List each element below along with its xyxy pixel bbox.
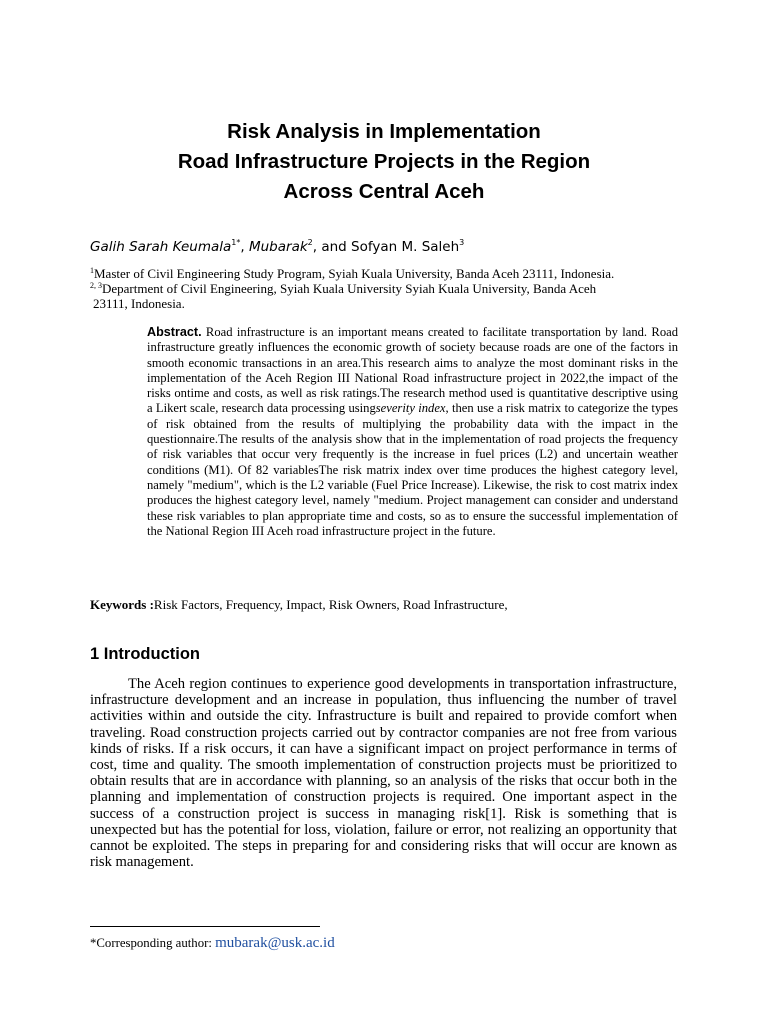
affiliation-line [90, 281, 690, 296]
affiliation-text: Master of Civil Engineering Study Program, Syiah Kuala University, Banda Aceh 23111, Indonesia. [94, 266, 615, 281]
author-separator: , [240, 239, 249, 255]
abstract-text: , then use a risk matrix to categorize the types of risk obtained from the results of multiplying the probability data with the impact in the questionnaire.The results of the analysis show that in the implementation of road projects the frequency of risk variables that occur very frequently is the increase in fuel prices (L2) and uncertain weather conditions (M1). Of 82 variablesThe risk matrix index over time produces the highest category level, namely "medium", which is the L2 variable (Fuel Price Increase). Likewise, the risk to cost matrix index produces the highest category level, namely "medium. Project management can consider and understand these risk variables to plan appropriate time and costs, so as to ensure the successful implementation of the National Region III Aceh road infrastructure project in the future. [147, 401, 678, 538]
affiliation-line [90, 266, 690, 281]
abstract-text: Road infrastructure is an important means created to facilitate transportation by land. Road infrastructure greatly influences the economic growth of society because roads are one of the factors in smooth economic transactions in an area.This research aims to analyze the most dominant risks in the implementation of the Aceh Region III National Road infrastructure project in 2022,the impact of the risks ontime and costs, as well as risk ratings.The research method used is quantitative descriptive using a Likert scale, research data processing using [147, 325, 678, 416]
footnote-label: *Corresponding author: [90, 936, 216, 950]
section-heading-introduction: 1 Introduction [90, 645, 200, 663]
affiliation-mark: 2, 3 [90, 281, 102, 290]
title-line: Risk Analysis in Implementation [227, 120, 541, 143]
affiliation-mark: 1 [90, 266, 94, 275]
affiliations [90, 266, 690, 311]
title-line: Across Central Aceh [283, 180, 485, 203]
footnote-divider [90, 926, 320, 927]
author-affiliation-mark: 2 [307, 238, 313, 247]
title-line: Road Infrastructure Projects in the Region [177, 150, 591, 173]
author-separator: , and [312, 239, 352, 255]
abstract-italic-term: severity index [375, 401, 446, 416]
keywords-text: Risk Factors, Frequency, Impact, Risk Owners, Road Infrastructure, [153, 597, 508, 612]
keywords [90, 597, 690, 613]
corresponding-email-link[interactable]: mubarak@usk.ac.id [215, 935, 335, 951]
paper-title [60, 117, 708, 207]
introduction-paragraph: The Aceh region continues to experience good developments in transportation infrastructure, infrastructure development and an increase in population, thus influencing the number of travel activities within and outside the city. Infrastructure is built and repaired to provide comfort when traveling. Road construction projects carried out by contractor companies are not free from various kinds of risks. If a risk occurs, it can have a significant impact on project performance in terms of cost, time and quality. The smooth implementation of construction projects must be prioritized to obtain results that are in accordance with planning, so an analysis of the risks that occur both in the planning and implementation of construction projects is required. One important aspect in the success of a construction project is success in managing risk[1]. Risk is something that is unexpected but has the potential for loss, violation, failure or error, not realizing an opportunity that cannot be exploited. The steps in preparing for and considering risks that will occur are known as risk management. [90, 676, 677, 871]
affiliation-continuation: 23111, Indonesia. [93, 296, 185, 311]
footnote [90, 934, 690, 952]
author-affiliation-mark: 3 [459, 238, 465, 247]
abstract-label: Abstract. [147, 325, 202, 339]
keywords-label: Keywords : [90, 597, 154, 612]
author-name: Sofyan M. Saleh [351, 239, 460, 255]
abstract [147, 325, 678, 539]
author-name: Mubarak [248, 239, 308, 255]
author-name: Galih Sarah Keumala [90, 239, 232, 255]
author-affiliation-mark: 1* [231, 238, 241, 247]
affiliation-text: Department of Civil Engineering, Syiah Kuala University Syiah Kuala University, Banda Aceh [102, 281, 597, 296]
author-list [90, 238, 690, 256]
